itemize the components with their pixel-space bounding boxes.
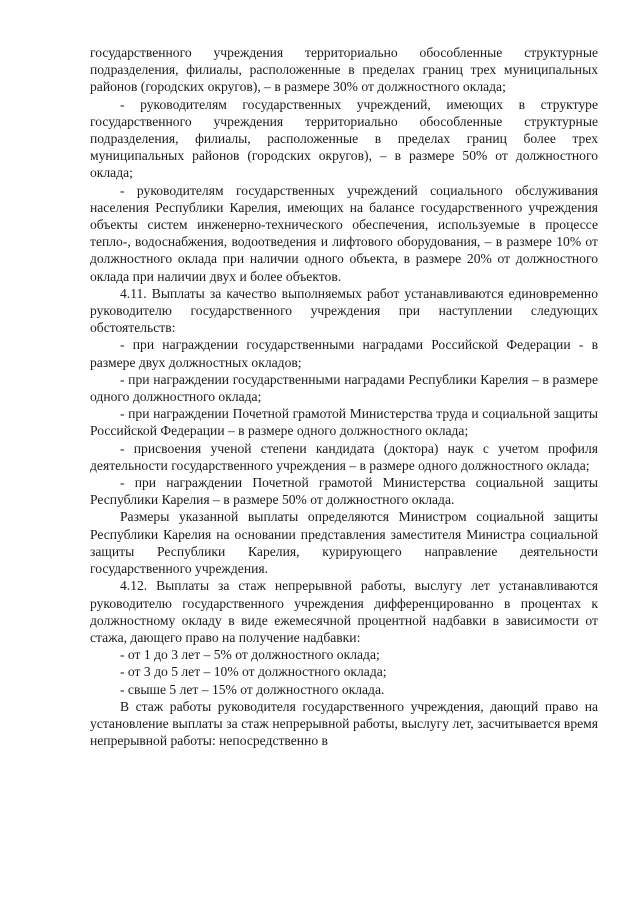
paragraph-8: - присвоения ученой степени кандидата (доктора) наук с учетом профиля деятельности государственного учреждения – в размере одного должностного оклада;: [90, 440, 598, 473]
paragraph-10: Размеры указанной выплаты определяются Министром социальной защиты Республики Карелия на основании представления заместителя Министра социальной защиты Республики Карелия, курирующего направление деятельности государственного учреждения.: [90, 509, 598, 577]
paragraph-1: государственного учреждения территориально обособленные структурные подразделения, филиалы, расположенные в пределах границ трех муниципальных районов (городских округов), – в размере 30% от должностного оклада;: [90, 45, 598, 95]
paragraph-13: - от 3 до 5 лет – 10% от должностного оклада;: [120, 664, 387, 680]
paragraph-4: 4.11. Выплаты за качество выполняемых работ устанавливаются единовременно руководителю государственного учреждения при наступлении следующих обстоятельств:: [90, 285, 598, 336]
paragraph-7: - при награждении Почетной грамотой Министерства труда и социальной защиты Российской Федерации – в размере одного должностного оклада;: [90, 406, 598, 439]
paragraph-9: - при награждении Почетной грамотой Министерства социальной защиты Республики Карелия – в размере 50% от должностного оклада.: [90, 475, 598, 508]
paragraph-14: - свыше 5 лет – 15% от должностного оклада.: [120, 681, 385, 697]
paragraph-3: - руководителям государственных учреждений социального обслуживания населения Республики Карелия, имеющих на балансе государственного учреждения объекты систем инженерно-технического обеспечения, используемые в процессе тепло-, водоснабжения, водоотведения и лифтового оборудования, – в размере 10% от должностного оклада при наличии одного объекта, в размере 20% от должностного оклада при наличии двух и более объектов.: [90, 182, 598, 284]
paragraph-2: - руководителям государственных учреждений, имеющих в структуре государственного учреждения территориально обособленные структурные подразделения, филиалы, расположенные в пределах границ более трех муниципальных районов (городских округов), – в размере 50% от должностного оклада;: [90, 96, 598, 181]
paragraph-5: - при награждении государственными наградами Российской Федерации - в размере двух должностных окладов;: [90, 337, 598, 370]
document-body: [90, 44, 598, 749]
paragraph-15: В стаж работы руководителя государственного учреждения, дающий право на установление выплаты за стаж непрерывной работы, выслугу лет, засчитывается время непрерывной работы: непосредственно в: [90, 698, 598, 749]
paragraph-6: - при награждении государственными наградами Республики Карелия – в размере одного должностного оклада;: [90, 371, 598, 405]
paragraph-12: - от 1 до 3 лет – 5% от должностного оклада;: [120, 647, 380, 663]
paragraph-11: 4.12. Выплаты за стаж непрерывной работы, выслугу лет устанавливаются руководителю государственного учреждения дифференцированно в процентах к должностному окладу в виде ежемесячной процентной надбавки в зависимости от стажа, дающего право на получение надбавки:: [90, 578, 598, 645]
